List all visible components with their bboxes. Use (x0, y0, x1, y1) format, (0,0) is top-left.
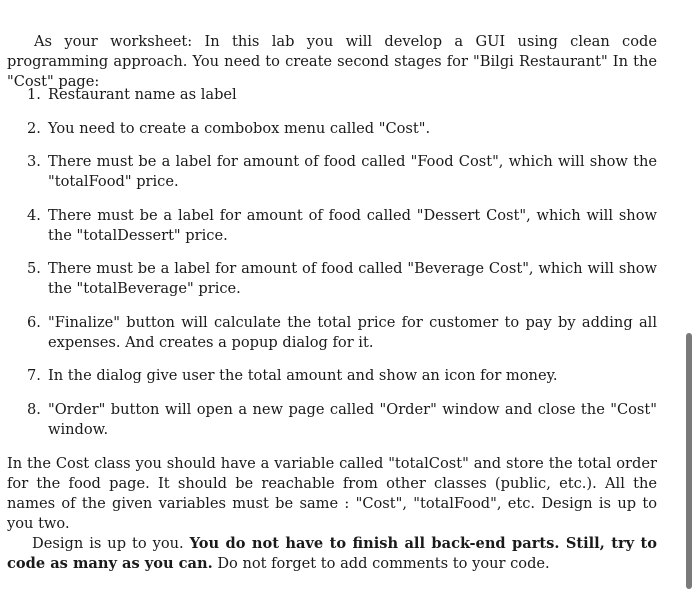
list-item-text: In the dialog give user the total amount and show an icon for money. (48, 367, 558, 384)
list-item-number: 5. (27, 260, 41, 277)
closing-paragraph: In the Cost class you should have a variable called "totalCost" and store the total order for the food page. It should be reachable from other classes (public, etc.). All the names of the given variables must be same : "Cost", "totalFood", etc. Design is up to you two. (7, 455, 657, 532)
list-item (27, 313, 657, 353)
closing-note-start: Design is up to you. (32, 535, 184, 552)
list-item-text: There must be a label for amount of food called "Dessert Cost", which will show the "totalDessert" price. (48, 206, 657, 244)
closing-section (7, 454, 657, 574)
list-item-number: 7. (27, 367, 41, 384)
list-item (27, 152, 657, 192)
list-item (27, 119, 657, 139)
list-item (27, 366, 657, 386)
list-item-text: "Order" button will open a new page called "Order" window and close the "Cost" window. (48, 400, 657, 438)
list-item (27, 259, 657, 299)
closing-note (7, 534, 657, 574)
scrollbar-thumb[interactable] (686, 333, 692, 589)
list-item-text: Restaurant name as label (48, 86, 237, 103)
list-item (27, 400, 657, 440)
requirements-list (27, 85, 657, 453)
list-item-number: 8. (27, 400, 41, 418)
list-item-number: 3. (27, 153, 41, 170)
list-item-number: 2. (27, 119, 41, 137)
list-item-number: 1. (27, 86, 41, 103)
list-item-text: You need to create a combobox menu called "Cost". (48, 119, 431, 137)
list-item (27, 85, 657, 105)
list-item-text: There must be a label for amount of food called "Food Cost", which will show the "totalFood" price. (48, 153, 657, 190)
list-item-number: 4. (27, 206, 41, 224)
list-item-text: "Finalize" button will calculate the total price for customer to pay by adding all expenses. And creates a popup dialog for it. (48, 313, 657, 351)
closing-note-end: Do not forget to add comments to your code. (217, 555, 550, 572)
list-item-number: 6. (27, 313, 41, 331)
list-item-text: There must be a label for amount of food called "Beverage Cost", which will show the "totalBeverage" price. (48, 260, 657, 297)
intro-paragraph: As your worksheet: In this lab you will develop a GUI using clean code programming approach. You need to create second stages for "Bilgi Restaurant" In the "Cost" page: (7, 33, 657, 90)
closing-note-bold: You do not have to finish all back-end parts. Still, try to code as many as you can. (7, 535, 657, 572)
list-item (27, 206, 657, 246)
